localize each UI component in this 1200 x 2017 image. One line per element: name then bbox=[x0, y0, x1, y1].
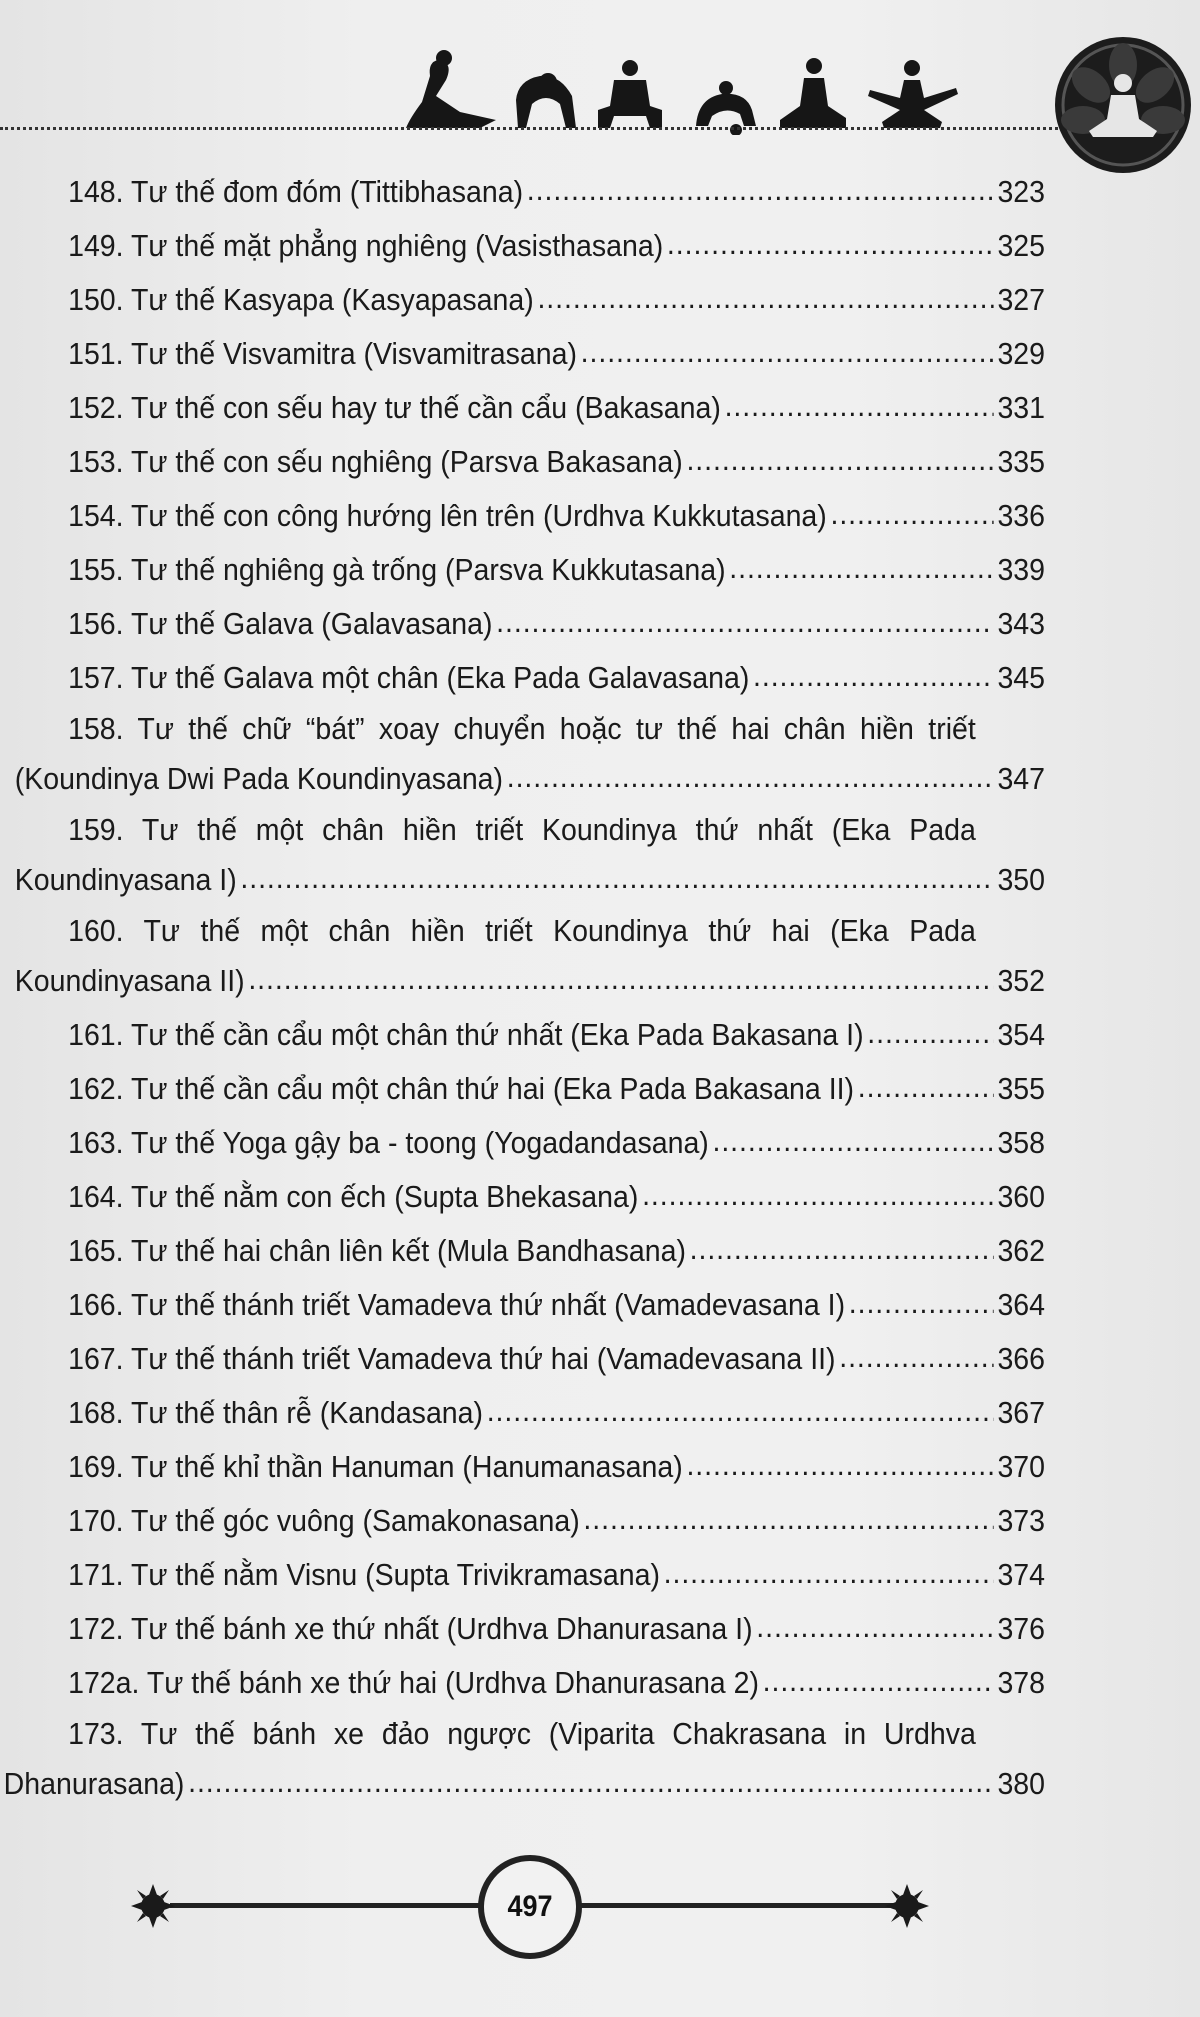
toc-entry[interactable] bbox=[0, 705, 1045, 806]
toc-entry[interactable] bbox=[0, 543, 1045, 597]
dot-leader bbox=[537, 271, 993, 325]
toc-entry[interactable] bbox=[0, 1008, 1045, 1062]
dot-leader bbox=[763, 1654, 994, 1708]
header-divider bbox=[0, 127, 1070, 130]
dot-leader bbox=[830, 487, 993, 541]
toc-entry[interactable] bbox=[0, 1602, 1045, 1656]
toc-title-continuation: Koundinyasana II) bbox=[14, 963, 245, 998]
dot-leader bbox=[487, 1384, 994, 1438]
toc-title: 154. Tư thế con công hướng lên trên (Urdhva Kukkutasana) bbox=[68, 498, 827, 533]
toc-title: 163. Tư thế Yoga gậy ba - toong (Yogadandasana) bbox=[68, 1125, 709, 1160]
toc-entry[interactable] bbox=[0, 651, 1045, 705]
toc-title-continuation: (Koundinya Dwi Pada Koundinyasana) bbox=[14, 761, 504, 796]
page-footer bbox=[130, 1850, 930, 1960]
toc-entry[interactable] bbox=[0, 327, 1045, 381]
toc-page: 352 bbox=[997, 963, 1046, 998]
toc-page: 360 bbox=[997, 1179, 1046, 1214]
toc-title: 158. Tư thế chữ “bát” xoay chuyển hoặc tư thế hai chân hiền triết bbox=[68, 711, 976, 746]
toc-page: 380 bbox=[997, 1766, 1046, 1801]
toc-entry[interactable] bbox=[0, 435, 1045, 489]
toc-entry[interactable] bbox=[0, 597, 1045, 651]
dot-leader bbox=[690, 1222, 994, 1276]
dot-leader bbox=[849, 1276, 994, 1330]
flower-ornament-icon bbox=[130, 1883, 176, 1929]
toc-page: 339 bbox=[997, 552, 1046, 587]
toc-title: 152. Tư thế con sếu hay tư thế cần cẩu (Bakasana) bbox=[68, 390, 721, 425]
dot-leader bbox=[507, 750, 994, 804]
yoga-lotus-icon bbox=[868, 60, 958, 128]
toc-entry[interactable] bbox=[0, 907, 1045, 1008]
dot-leader bbox=[248, 952, 993, 1006]
toc-title: 170. Tư thế góc vuông (Samakonasana) bbox=[68, 1503, 580, 1538]
dot-leader bbox=[581, 325, 994, 379]
toc-title: 171. Tư thế nằm Visnu (Supta Trivikramasana) bbox=[68, 1557, 660, 1592]
dot-leader bbox=[839, 1330, 994, 1384]
yoga-seated-icon bbox=[780, 58, 846, 128]
dot-leader bbox=[753, 649, 994, 703]
dot-leader bbox=[729, 541, 993, 595]
yoga-squat-icon bbox=[598, 60, 662, 128]
meditation-badge-icon bbox=[1053, 35, 1193, 175]
toc-title: 157. Tư thế Galava một chân (Eka Pada Galavasana) bbox=[68, 660, 750, 695]
toc-page: 347 bbox=[997, 761, 1046, 796]
toc-page: 331 bbox=[997, 390, 1046, 425]
dot-leader bbox=[496, 595, 994, 649]
toc-title: 169. Tư thế khỉ thần Hanuman (Hanumanasana) bbox=[68, 1449, 683, 1484]
dot-leader bbox=[858, 1060, 994, 1114]
toc-title: 168. Tư thế thân rễ (Kandasana) bbox=[68, 1395, 484, 1430]
toc-page: 378 bbox=[997, 1665, 1046, 1700]
toc-page: 370 bbox=[997, 1449, 1046, 1484]
flower-ornament-icon bbox=[884, 1883, 930, 1929]
toc-page: 366 bbox=[997, 1341, 1046, 1376]
toc-entry[interactable] bbox=[0, 489, 1045, 543]
toc-title: 153. Tư thế con sếu nghiêng (Parsva Bakasana) bbox=[68, 444, 683, 479]
page-number: 497 bbox=[507, 1890, 553, 1923]
dot-leader bbox=[583, 1492, 993, 1546]
toc-title: 161. Tư thế cần cẩu một chân thứ nhất (Eka Pada Bakasana I) bbox=[68, 1017, 864, 1052]
toc-page: 358 bbox=[997, 1125, 1046, 1160]
toc-entry[interactable] bbox=[0, 1656, 1045, 1710]
dot-leader bbox=[725, 379, 994, 433]
toc-entry[interactable] bbox=[0, 381, 1045, 435]
toc-page: 367 bbox=[997, 1395, 1046, 1430]
toc-entry[interactable] bbox=[0, 1332, 1045, 1386]
dot-leader bbox=[667, 217, 994, 271]
toc-page: 364 bbox=[997, 1287, 1046, 1322]
dot-leader bbox=[686, 1438, 993, 1492]
toc-page: 323 bbox=[997, 174, 1046, 209]
yoga-forward-bend-icon bbox=[406, 50, 496, 128]
toc-title-continuation: Dhanurasana) bbox=[3, 1766, 185, 1801]
toc-title: 164. Tư thế nằm con ếch (Supta Bhekasana) bbox=[68, 1179, 639, 1214]
dot-leader bbox=[527, 163, 994, 217]
toc-title: 162. Tư thế cần cẩu một chân thứ hai (Eka Pada Bakasana II) bbox=[68, 1071, 855, 1106]
toc-entry[interactable] bbox=[0, 1116, 1045, 1170]
toc-title: 159. Tư thế một chân hiền triết Koundinya thứ nhất (Eka Pada bbox=[68, 812, 976, 847]
toc-entry[interactable] bbox=[0, 165, 1045, 219]
dot-leader bbox=[664, 1546, 994, 1600]
toc-title: 155. Tư thế nghiêng gà trống (Parsva Kukkutasana) bbox=[68, 552, 726, 587]
toc-title: 172. Tư thế bánh xe thứ nhất (Urdhva Dhanurasana I) bbox=[68, 1611, 753, 1646]
toc-title: 173. Tư thế bánh xe đảo ngược (Viparita Chakrasana in Urdhva bbox=[68, 1716, 976, 1751]
toc-entry[interactable] bbox=[0, 1494, 1045, 1548]
header-icons bbox=[400, 40, 1040, 135]
toc-title: 160. Tư thế một chân hiền triết Koundinya thứ hai (Eka Pada bbox=[68, 913, 976, 948]
toc-entry[interactable] bbox=[0, 1440, 1045, 1494]
dot-leader bbox=[686, 433, 993, 487]
toc-title: 149. Tư thế mặt phẳng nghiêng (Vasisthasana) bbox=[68, 228, 664, 263]
toc-page: 376 bbox=[997, 1611, 1046, 1646]
toc-page: 335 bbox=[997, 444, 1046, 479]
toc-page: 345 bbox=[997, 660, 1046, 695]
toc-page: 327 bbox=[997, 282, 1046, 317]
dot-leader bbox=[240, 851, 993, 905]
toc-entry[interactable] bbox=[0, 1386, 1045, 1440]
toc-entry[interactable] bbox=[0, 273, 1045, 327]
toc-title: 150. Tư thế Kasyapa (Kasyapasana) bbox=[68, 282, 534, 317]
toc-page: 343 bbox=[997, 606, 1046, 641]
dot-leader bbox=[188, 1755, 994, 1809]
toc-page: 325 bbox=[997, 228, 1046, 263]
toc-title-continuation: Koundinyasana I) bbox=[14, 862, 237, 897]
yoga-arch-icon bbox=[516, 73, 576, 128]
dot-leader bbox=[642, 1168, 994, 1222]
toc-page: 362 bbox=[997, 1233, 1046, 1268]
toc-entry[interactable] bbox=[0, 1062, 1045, 1116]
toc-title: 148. Tư thế đom đóm (Tittibhasana) bbox=[68, 174, 524, 209]
toc-title: 172a. Tư thế bánh xe thứ hai (Urdhva Dhanurasana 2) bbox=[68, 1665, 759, 1700]
toc-title: 156. Tư thế Galava (Galavasana) bbox=[68, 606, 493, 641]
dot-leader bbox=[756, 1600, 993, 1654]
toc-page: 336 bbox=[997, 498, 1046, 533]
toc-page: 329 bbox=[997, 336, 1046, 371]
toc-title: 151. Tư thế Visvamitra (Visvamitrasana) bbox=[68, 336, 577, 371]
toc-page: 355 bbox=[997, 1071, 1046, 1106]
toc-page: 374 bbox=[997, 1557, 1046, 1592]
toc-page: 354 bbox=[997, 1017, 1046, 1052]
toc-entry[interactable] bbox=[0, 1224, 1045, 1278]
toc-title: 166. Tư thế thánh triết Vamadeva thứ nhất (Vamadevasana I) bbox=[68, 1287, 846, 1322]
table-of-contents bbox=[0, 165, 1045, 1811]
toc-page: 373 bbox=[997, 1503, 1046, 1538]
toc-title: 165. Tư thế hai chân liên kết (Mula Bandhasana) bbox=[68, 1233, 686, 1268]
toc-entry[interactable] bbox=[0, 1710, 1045, 1811]
dot-leader bbox=[712, 1114, 993, 1168]
toc-entry[interactable] bbox=[0, 1170, 1045, 1224]
dot-leader bbox=[867, 1006, 994, 1060]
toc-page: 350 bbox=[997, 862, 1046, 897]
toc-entry[interactable] bbox=[0, 1548, 1045, 1602]
page-number-badge bbox=[478, 1855, 582, 1959]
toc-entry[interactable] bbox=[0, 219, 1045, 273]
toc-entry[interactable] bbox=[0, 806, 1045, 907]
toc-entry[interactable] bbox=[0, 1278, 1045, 1332]
toc-title: 167. Tư thế thánh triết Vamadeva thứ hai (Vamadevasana II) bbox=[68, 1341, 836, 1376]
